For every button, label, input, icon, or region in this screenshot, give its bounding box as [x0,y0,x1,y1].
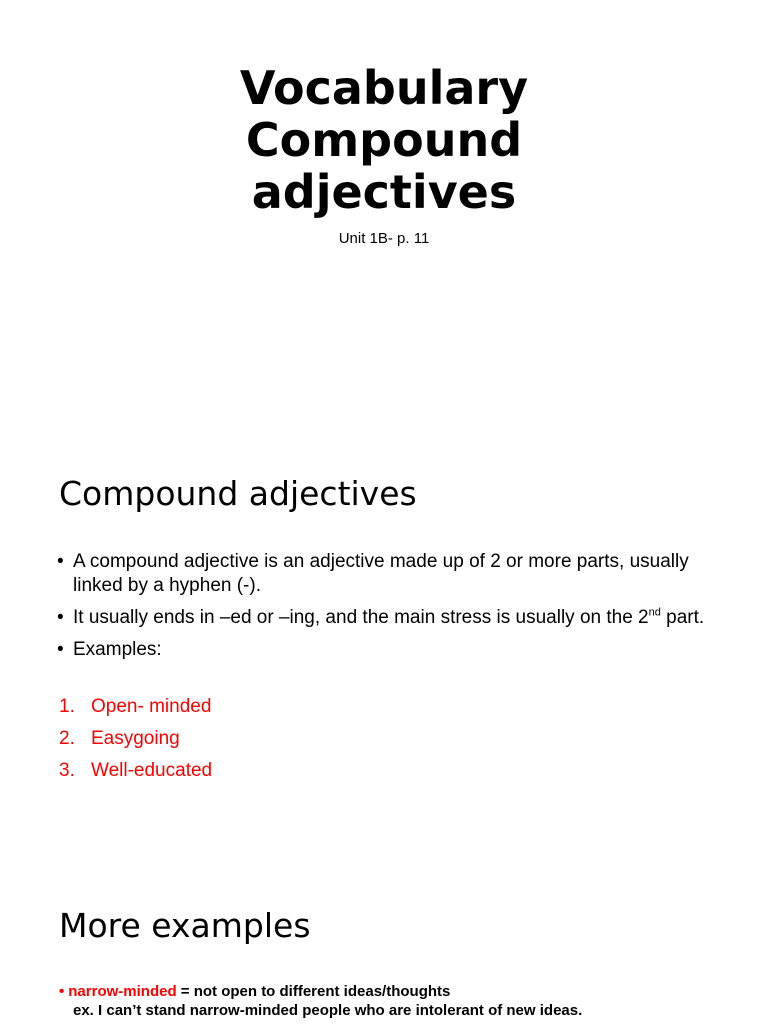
title-line: Compound [245,113,523,167]
examples-slide [0,864,768,1024]
definition-slide [0,432,768,864]
definition-row [59,982,749,1001]
slide-heading: More examples [59,906,311,945]
example-list [59,695,212,791]
example-text: Well-educated [91,760,213,781]
slide-heading: Compound adjectives [59,474,417,513]
vocab-term: narrow-minded [68,983,177,1000]
example-sentence: ex. I can’t stand narrow-minded people who are intolerant of new ideas. [73,1002,583,1019]
bullet-list [57,550,717,670]
example-number: 3. [59,760,75,781]
slide-title [0,62,768,218]
example-text: Easygoing [91,728,180,749]
bullet-item [57,638,717,662]
example-item [59,695,212,719]
title-line: adjectives [251,165,517,219]
example-item [59,759,212,783]
ordinal-suffix: nd [648,606,661,619]
bullet-text: It usually ends in –ed or –ing, and the main stress is usually on the 2 [73,607,649,628]
example-number: 2. [59,728,75,749]
example-item [59,727,212,751]
title-line: Vocabulary [239,61,529,115]
example-text: Open- minded [91,696,212,717]
slide-subtitle: Unit 1B- p. 11 [338,230,430,247]
title-slide [0,0,768,432]
bullet-icon: • [57,607,64,628]
bullet-text: Examples: [73,639,162,660]
bullet-item [57,550,717,598]
bullet-text-tail: part. [660,607,705,628]
bullet-icon: • [57,551,64,572]
bullet-icon: • [59,983,65,1000]
bullet-icon: • [57,639,64,660]
bullet-text: A compound adjective is an adjective made up of 2 or more parts, usually linked by a hyphen (-). [73,551,689,596]
example-entry [59,982,749,1020]
bullet-item [57,606,717,630]
example-number: 1. [59,696,75,717]
vocab-definition: = not open to different ideas/thoughts [176,983,451,1000]
